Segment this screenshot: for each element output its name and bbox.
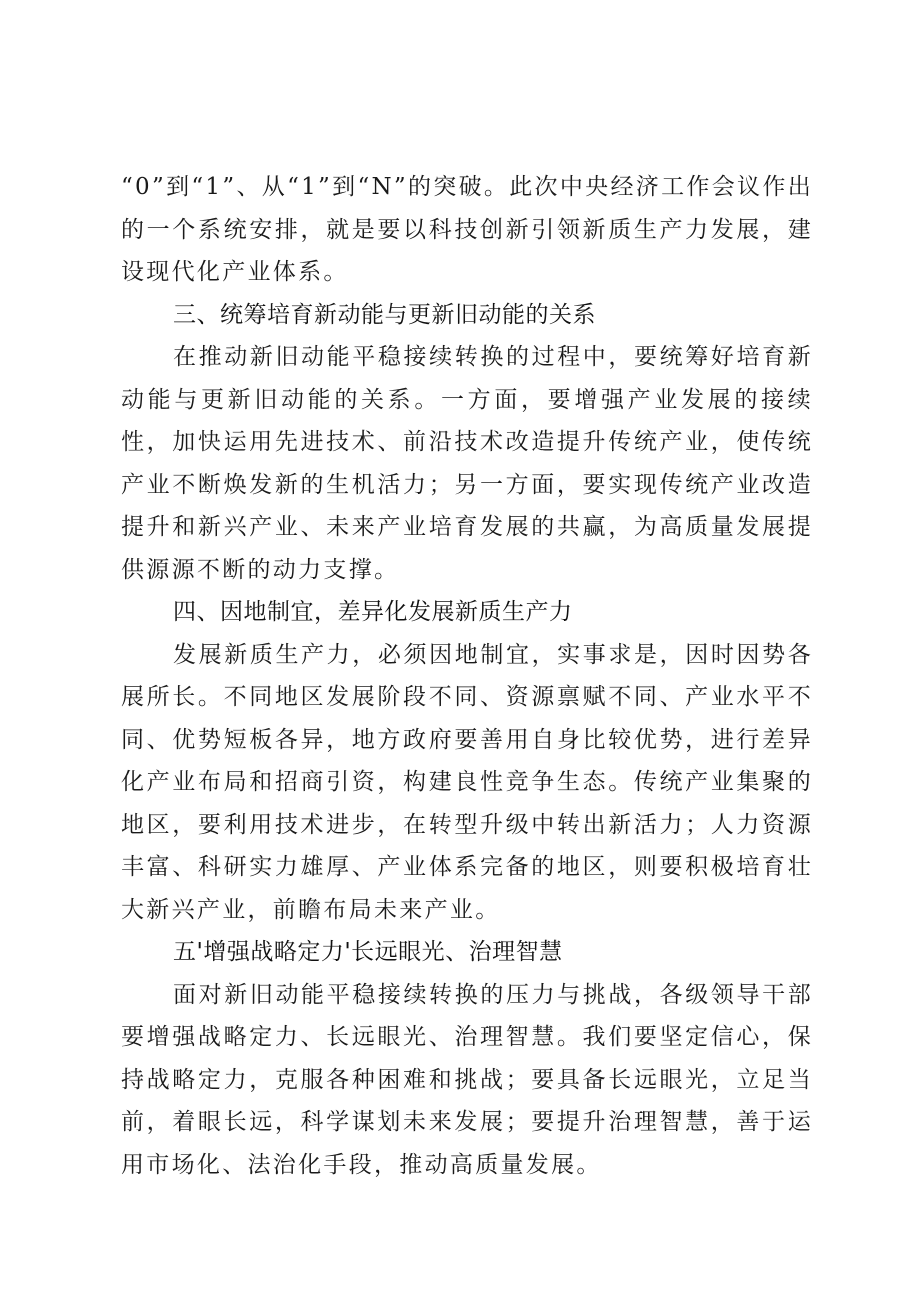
section-heading-5: 五'增强战略定力'长远眼光、治理智慧 (173, 939, 563, 965)
paragraph-section-4: 发展新质生产力，必须因地制宜，实事求是，因时因势各展所长。不同地区发展阶段不同、资源禀赋不同、产业水平不同、优势短板各异，地方政府要善用自身比较优势，进行差异化产业布局和招商引资，构建良性竞争生态。传统产业集聚的地区，要利用技术进步，在转型升级中转出新活力；人力资源丰富、科研实力雄厚、产业体系完备的地区，则要积极培育壮大新兴产业，前瞻布局未来产业。 (121, 641, 813, 923)
paragraph-section-5: 面对新旧动能平稳接续转换的压力与挑战，各级领导干部要增强战略定力、长远眼光、治理智慧。我们要坚定信心，保持战略定力，克服各种困难和挑战；要具备长远眼光，立足当前，着眼长远，科学谋划未来发展；要提升治理智慧，善于运用市场化、法治化手段，推动高质量发展。 (121, 981, 813, 1178)
section-heading-3: 三、统筹培育新动能与更新旧动能的关系 (173, 301, 596, 328)
paragraph-section-3: 在推动新旧动能平稳接续转换的过程中，要统筹好培育新动能与更新旧动能的关系。一方面，要增强产业发展的接续性，加快运用先进技术、前沿技术改造提升传统产业，使传统产业不断焕发新的生机活力；另一方面，要实现传统产业改造提升和新兴产业、未来产业培育发展的共赢，为高质量发展提供源源不断的动力支撑。 (121, 344, 813, 583)
section-heading-4: 四、因地制宜，差异化发展新质生产力 (173, 599, 573, 625)
paragraph-intro: “0”到“1”、从“1”到“N”的突破。此次中央经济工作会议作出的一个系统安排，就是要以科技创新引领新质生产力发展，建设现代化产业体系。 (121, 174, 813, 285)
document-body (121, 166, 813, 1186)
